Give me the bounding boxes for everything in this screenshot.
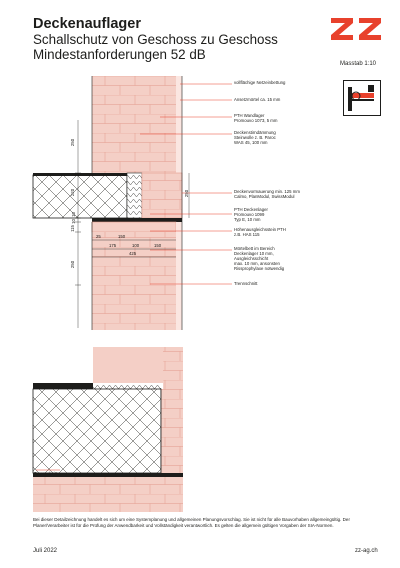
document-date: Juli 2022: [33, 548, 58, 554]
document-subtitle-2: Mindestanforderungen 52 dB: [33, 47, 206, 62]
website-link[interactable]: zz-ag.ch: [355, 548, 378, 554]
annotation-mortar: Ansetzmörtel ca. 15 mm: [234, 97, 281, 102]
dim-250-facing: 250: [184, 189, 190, 198]
annotation-leveling-stone: Höhenausgleichsstein PTH z.B. HAS 115: [234, 227, 286, 237]
annotation-mesh: vollflächige Netzeinbettung: [234, 80, 286, 85]
annotation-insulation: Deckenstirndämmung Steinwolle z. B. Paroc WAS 45, 100 mm: [234, 130, 276, 145]
annotation-slab-bearing: PTH Deckenlager Promouvo 1099 Typ E, 10 mm: [234, 207, 268, 222]
document-title: Deckenauflager: [33, 16, 141, 32]
dim-150b: 150: [154, 243, 162, 248]
dim-25: 25: [96, 234, 101, 239]
dim-150a: 150: [118, 234, 126, 239]
dim-10b: 10: [70, 219, 76, 224]
annotation-wall-bearing: PTH Wandlager Promouvo 1073, 5 mm: [234, 113, 278, 123]
dim-250-lower: 250: [70, 260, 76, 269]
dim-100: 100: [132, 243, 140, 248]
annotation-facing: Deckenvormauerung min. 125 mm Calmo, PlanModul, SwissModul: [234, 189, 300, 199]
dim-175: 175: [109, 243, 117, 248]
dim-10a: 10: [70, 212, 76, 217]
annotation-separation-cut: Trennschnitt: [234, 281, 258, 286]
disclaimer-text: Bei dieser Detailzeichnung handelt es sich um eine Systemplanung und allgemeinen Planungsvorschlag. Sie ist nicht für alle Bauvorhaben allgemeingültig. Der Planer/Verarbeiter ist für die Prüfung der Anwendbarkeit und Vollständigkeit verantwortlich. Es gelten die allgemein gültigen Vorgaben der SIA-Normen.: [33, 517, 350, 528]
scale-label: Masstab 1:10: [340, 61, 377, 67]
dim-115: 115: [69, 225, 75, 232]
dim-220: 220: [70, 188, 76, 197]
annotation-mortar-bed: Mörtelbett im Bereich Deckenlager 10 mm, Ausgleichsschicht max. 10 mm, ansonsten Rissprophylaxe notwendig: [234, 246, 285, 271]
annotation-separation-cut-lower: Trennschnitt: [34, 471, 58, 476]
dim-250-upper: 250: [70, 138, 76, 147]
dim-425: 425: [129, 251, 137, 256]
document-subtitle-1: Schallschutz von Geschoss zu Geschoss: [33, 32, 278, 47]
